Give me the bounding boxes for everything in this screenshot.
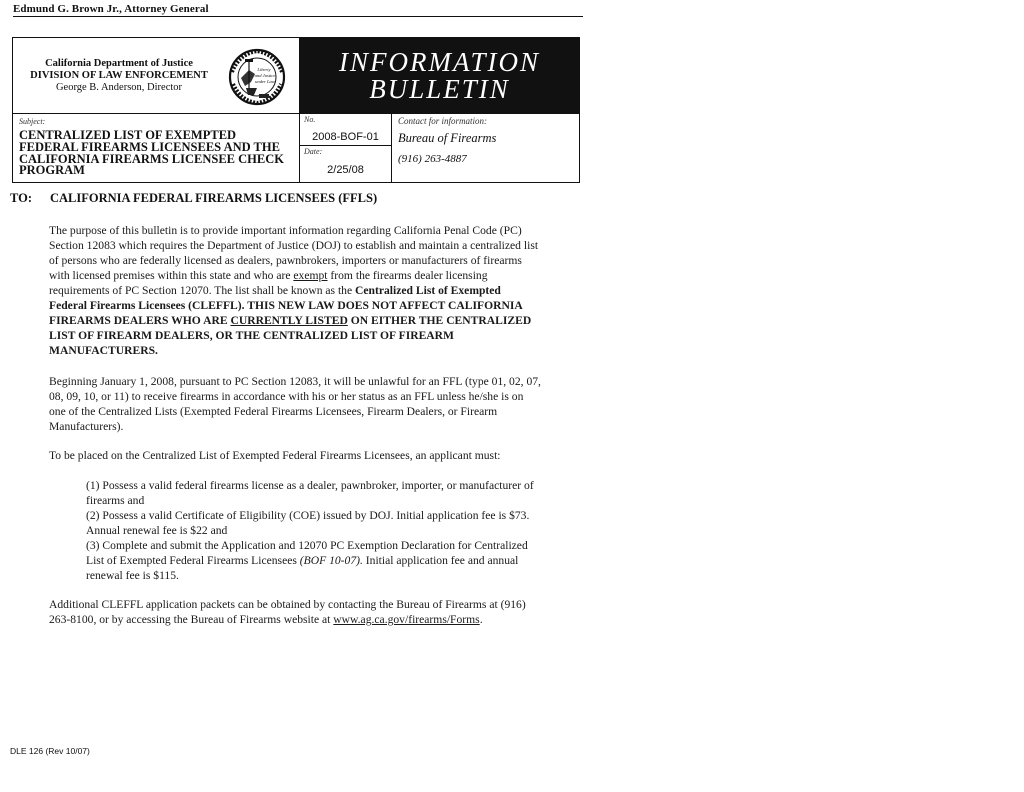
cell-divider bbox=[300, 145, 391, 146]
svg-text:under Law: under Law bbox=[255, 79, 275, 84]
to-recipient: CALIFORNIA FEDERAL FIREARMS LICENSEES (FFLS) bbox=[50, 191, 378, 205]
to-line bbox=[10, 191, 377, 206]
agency-lines bbox=[21, 58, 217, 94]
p1-exempt: exempt bbox=[293, 269, 328, 282]
paragraph-additional-info bbox=[49, 597, 541, 627]
list-item: (2) Possess a valid Certificate of Eligibility (COE) issued by DOJ. Initial application fee is $73. Annual renewal fee is $22 and bbox=[86, 509, 530, 537]
agency-block bbox=[13, 38, 300, 114]
contact-label: Contact for information: bbox=[398, 116, 488, 126]
item3-form-number: (BOF 10-07). bbox=[299, 554, 363, 567]
list-item bbox=[86, 538, 541, 583]
contact-name: Bureau of Firearms bbox=[398, 131, 497, 145]
p1-bold-a: Centralized List of Exempted Federal Firearms Licensees (CLEFFL). THIS NEW LAW DOES NOT AFFECT CALIFORNIA FIREARMS DEALERS WHO ARE bbox=[49, 284, 523, 327]
agency-department: California Department of Justice bbox=[45, 58, 193, 69]
subject-label: Subject: bbox=[19, 117, 46, 126]
bulletin-date: 2/25/08 bbox=[327, 164, 364, 176]
p2-text: Beginning January 1, 2008, pursuant to PC Section 12083, it will be unlawful for an FFL (type 01, 02, 07, 08, 09, 10, or 11) to receive firearms in accordance with his or her status as an FFL unless he/she is on one of the Centralized Lists (Exempted Federal Firearms Licensees, Firearm Dealers, or Firearm Manufacturers). bbox=[49, 375, 541, 433]
subject-text: CENTRALIZED LIST OF EXEMPTED FEDERAL FIREARMS LICENSEES AND THE CALIFORNIA FIREARMS LICENSEE CHECK PROGRAM bbox=[19, 128, 284, 178]
requirements-list bbox=[86, 478, 541, 583]
svg-text:Liberty: Liberty bbox=[257, 67, 271, 72]
number-label: No. bbox=[304, 115, 316, 124]
contact-cell bbox=[392, 114, 579, 182]
banner-title-line2: BULLETIN bbox=[369, 74, 510, 104]
list-item: (1) Possess a valid federal firearms license as a dealer, pawnbroker, importer, or manufacturer of firearms and bbox=[86, 479, 534, 507]
banner-title-line1: INFORMATION bbox=[339, 47, 540, 77]
item3-text-b: Initial application fee and annual renewal fee is $115. bbox=[86, 554, 519, 582]
p3-text: To be placed on the Centralized List of Exempted Federal Firearms Licensees, an applicant must: bbox=[49, 449, 501, 462]
p1-bold-b: ON EITHER THE CENTRALIZED LIST OF FIREARM DEALERS, OR THE CENTRALIZED LIST OF FIREARM MANUFACTURERS. bbox=[49, 314, 532, 357]
agency-director: George B. Anderson, Director bbox=[55, 82, 183, 93]
to-label: TO: bbox=[10, 191, 32, 205]
paragraph-purpose bbox=[49, 223, 541, 358]
subject-cell bbox=[13, 114, 300, 182]
p1-text-a: The purpose of this bulletin is to provide important information regarding California Penal Code (PC) Section 12083 which requires the Department of Justice (DOJ) to establish and maintain a centralized list of persons who are federally licensed as dealers, pawnbrokers, importers or manufacturers of firearms with licensed premises within this state and who are bbox=[49, 224, 539, 282]
item3-text-a: (3) Complete and submit the Application and 12070 PC Exemption Declaration for Centralized List of Exempted Federal Firearms Licensees bbox=[86, 539, 528, 567]
bulletin-number: 2008-BOF-01 bbox=[312, 131, 379, 143]
forms-website-link[interactable]: www.ag.ca.gov/firearms/Forms bbox=[333, 613, 480, 626]
number-date-cell bbox=[300, 114, 392, 182]
p1-text-b: from the firearms dealer licensing requirements of PC Section 12070. The list shall be known as the bbox=[49, 269, 488, 297]
doj-seal-icon bbox=[227, 48, 287, 106]
bulletin-header-table bbox=[12, 37, 580, 183]
p1-currently-listed: CURRENTLY LISTED bbox=[230, 314, 348, 327]
contact-phone: (916) 263-4887 bbox=[398, 153, 467, 165]
p4-text-a: Additional CLEFFL application packets can be obtained by contacting the Bureau of Firearms at (916) 263-8100, or by accessing the Bureau of Firearms website at bbox=[49, 598, 526, 626]
form-code: DLE 126 (Rev 10/07) bbox=[10, 746, 90, 756]
date-label: Date: bbox=[304, 147, 323, 156]
agency-division: DIVISION OF LAW ENFORCEMENT bbox=[30, 70, 208, 81]
paragraph-requirements-intro bbox=[49, 448, 549, 463]
information-bulletin-banner bbox=[300, 38, 579, 114]
attorney-general-name: Edmund G. Brown Jr., Attorney General bbox=[13, 3, 583, 17]
svg-text:and Justice: and Justice bbox=[254, 73, 276, 78]
p4-text-b: . bbox=[479, 613, 483, 626]
paragraph-effective-date bbox=[49, 374, 541, 434]
